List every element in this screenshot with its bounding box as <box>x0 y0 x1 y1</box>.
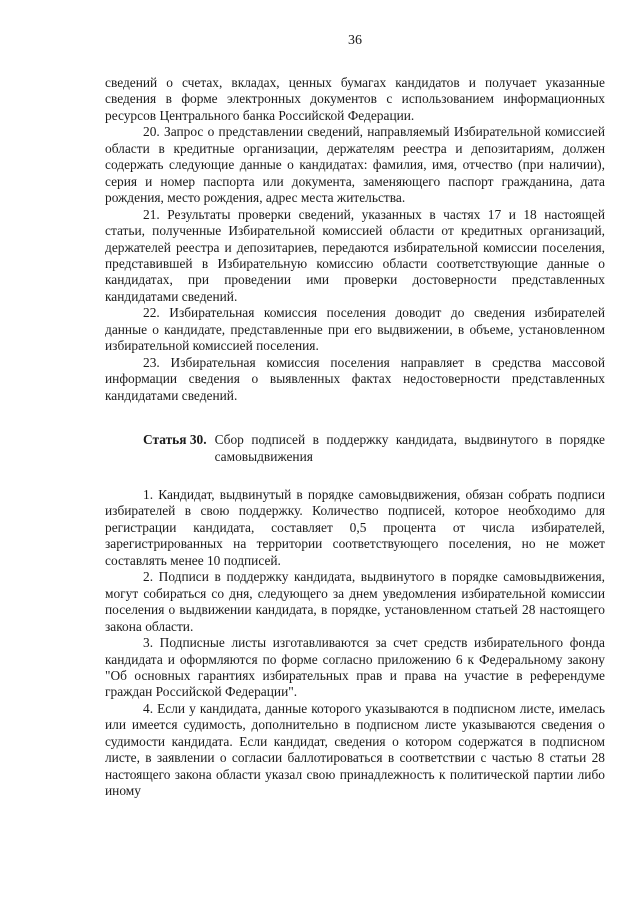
paragraph-21: 21. Результаты проверки сведений, указанных в частях 17 и 18 настоящей статьи, полученные Избирательной комиссией области от кредитных организаций, держателей реестра и депозитариев, передаются избирательной комиссии поселения, представившей в Избирательную комиссию области соответствующие данные о кандидатах, при проведении ими проверки достоверности представленных кандидатами сведений. <box>105 206 605 304</box>
article-title: Сбор подписей в поддержку кандидата, выдвинутого в порядке самовыдвижения <box>214 432 605 464</box>
paragraph-23: 23. Избирательная комиссия поселения направляет в средства массовой информации сведения о выявленных фактах недостоверности представленных кандидатами сведений. <box>105 354 605 403</box>
document-body <box>105 75 605 800</box>
article-paragraph-3: 3. Подписные листы изготавливаются за счет средств избирательного фонда кандидата и оформляются по форме согласно приложению 6 к Федеральному закону "Об основных гарантиях избирательных прав и права на участие в референдуме граждан Российской Федерации". <box>105 635 605 700</box>
paragraph-20: 20. Запрос о представлении сведений, направляемый Избирательной комиссией области в кредитные организации, держателям реестра и депозитариям, должен содержать следующие данные о кандидатах: фамилия, имя, отчество (при наличии), серия и номер паспорта или документа, заменяющего паспорт гражданина, дата рождения, место рождения, адрес места жительства. <box>105 124 605 206</box>
paragraph-22: 22. Избирательная комиссия поселения доводит до сведения избирателей данные о кандидате, представленные при его выдвижении, в объеме, установленном избирательной комиссией поселения. <box>105 305 605 354</box>
article-paragraph-2: 2. Подписи в поддержку кандидата, выдвинутого в порядке самовыдвижения, могут собираться со дня, следующего за днем уведомления избирательной комиссии поселения о выдвижении кандидата, в порядке, установленном статьей 28 настоящего закона области. <box>105 569 605 634</box>
article-heading <box>105 432 605 465</box>
article-paragraph-4: 4. Если у кандидата, данные которого указываются в подписном листе, имелась или имеется судимость, дополнительно в подписном листе указываются сведения о судимости кандидата. Если кандидат, сведения о котором содержатся в подписном листе, в заявлении о согласии баллотироваться в соответствии с частью 8 статьи 28 настоящего закона области указал свою принадлежность к политической партии либо иному <box>105 700 605 799</box>
page-number: 36 <box>348 33 362 48</box>
article-label: Статья 30. <box>143 432 207 448</box>
article-paragraph-1: 1. Кандидат, выдвинутый в порядке самовыдвижения, обязан собрать подписи избирателей в свою поддержку. Количество подписей, которое необходимо для регистрации кандидата, составляет 0,5 процента от числа избирателей, зарегистрированных на территории соответствующего поселения, но не может составлять менее 10 подписей. <box>105 486 605 568</box>
paragraph-continuation: сведений о счетах, вкладах, ценных бумагах кандидатов и получает указанные сведения в форме электронных документов с использованием информационных ресурсов Центрального банка Российской Федерации. <box>105 75 605 123</box>
